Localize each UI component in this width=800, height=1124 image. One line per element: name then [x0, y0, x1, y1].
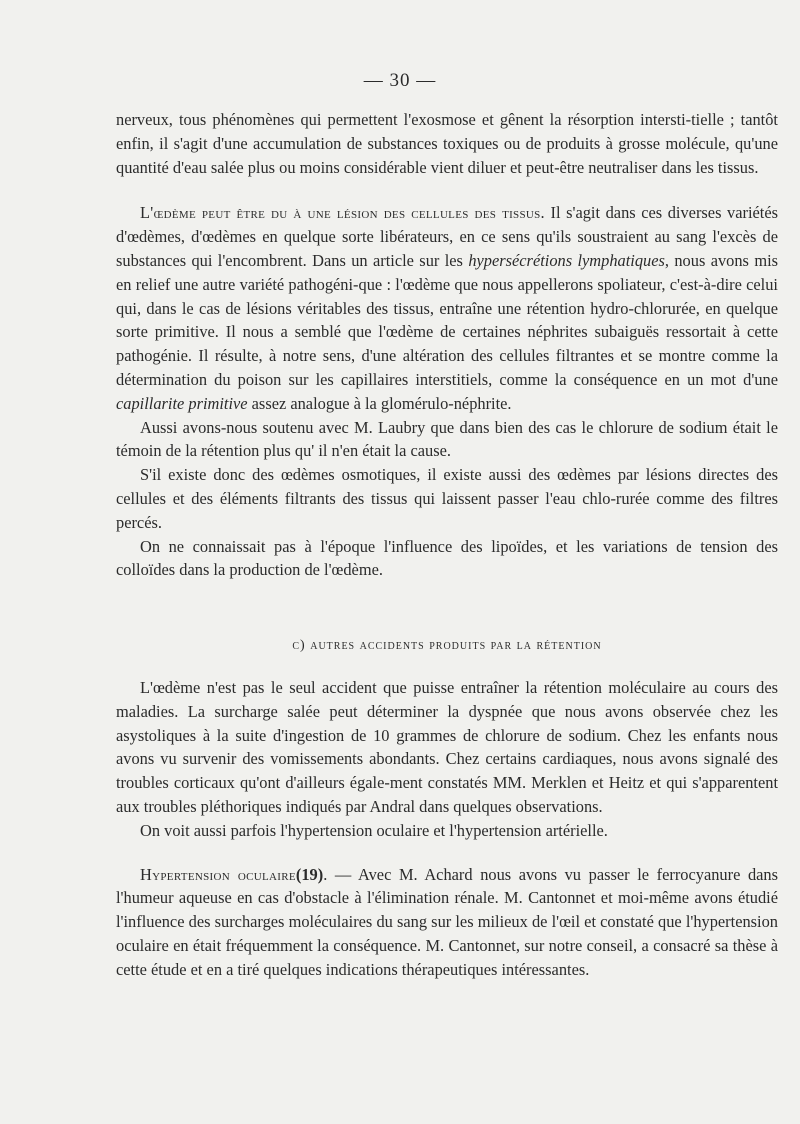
paragraph-osmotic: S'il existe donc des œdèmes osmotiques, il existe aussi des œdèmes par lésions directes des cellules et des éléments filtrants des tissus qui laissent passer l'eau chlo-rurée comme des filtres percés.: [116, 465, 778, 532]
paragraph-ocular-hypertension: [116, 863, 778, 982]
reference-number: (19): [295, 864, 324, 884]
paragraph-other-accidents: L'œdème n'est pas le seul accident que puisse entraîner la rétention moléculaire au cours des maladies. La surcharge salée peut déterminer la dyspnée que nous avons observée chez les asystoliques à la suite d'ingestion de 10 grammes de chlorure de sodium. Chez les enfants nous avons vu survenir des vomissements abondants. Chez certains cardiaques, nous avons signalé des troubles corticaux qu'ont d'ailleurs égale-ment constatés MM. Merklen et Heitz et qui s'apparentent aux troubles pléthoriques indiqués par Andral dans quelques observations.: [116, 677, 778, 816]
page-number: — 30 —: [363, 70, 437, 91]
paragraph-laubry: Aussi avons-nous soutenu avec M. Laubry que dans bien des cas le chlorure de sodium était le témoin de la rétention plus qu' il n'en était la cause.: [116, 417, 778, 461]
paragraph-lead-in: L'œdème peut être du à une lésion des cellules des tissus.: [140, 203, 545, 223]
paragraph-lead-in: Hypertension oculaire: [140, 864, 296, 884]
paragraph-text: Il s'agit dans ces diverses variétés d'œdèmes, d'œdèmes en quelque sorte libérateurs, en ce sens qu'ils soustraient au sang l'excès de substances qui l'encombrent. Dans un article sur les: [116, 203, 778, 270]
paragraph-text: assez analogue à la glomérulo-néphrite.: [247, 393, 512, 413]
paragraph-lipoids: On ne connaissait pas à l'époque l'influence des lipoïdes, et les variations de tension des colloïdes dans la production de l'œdème.: [116, 536, 778, 580]
paragraph-text: , nous avons mis en relief une autre variété pathogéni-que : l'œdème que nous appellerons spoliateur, c'est-à-dire celui qui, dans le cas de lésions véritables des tissus, entraîne une rétention hydro-chlorurée, en quelque sorte primitive. Il nous a semblé que l'œdème de certaines néphrites subaiguës ressortait à cette pathogénie. Il résulte, à notre sens, d'une altération des cellules filtrantes et se montre comme la détermination du poison sur les capillaires interstitiels, comme la conséquence en un mot d'une: [116, 250, 778, 389]
italic-term: hypersécrétions lymphatiques: [468, 250, 665, 270]
body-text: [116, 108, 778, 982]
section-heading: c) autres accidents produits par la rétention: [292, 638, 602, 654]
paragraph-hypertension: On voit aussi parfois l'hypertension oculaire et l'hypertension artérielle.: [140, 820, 608, 840]
paragraph-continuation: nerveux, tous phénomènes qui permettent l'exosmose et gênent la résorption intersti-tielle ; tantôt enfin, il s'agit d'une accumulation de substances toxiques ou de produits à grosse molécule, qu'une quantité d'eau salée plus ou moins considérable vient diluer et peut-être neutraliser dans les tissus.: [116, 110, 778, 177]
paragraph-lesion-edema: [116, 201, 778, 415]
italic-term: capillarite primitive: [116, 393, 248, 413]
paragraph-text: . — Avec M. Achard nous avons vu passer le ferrocyanure dans l'humeur aqueuse en cas d'obstacle à l'élimination rénale. M. Cantonnet et moi-même avons étudié l'influence des surcharges moléculaires du sang sur les milieux de l'œil et constaté que l'hypertension oculaire en était fréquemment la conséquence. M. Cantonnet, sur notre conseil, a consacré sa thèse à cette étude et en a tiré quelques indications thérapeutiques intéressantes.: [116, 864, 778, 979]
